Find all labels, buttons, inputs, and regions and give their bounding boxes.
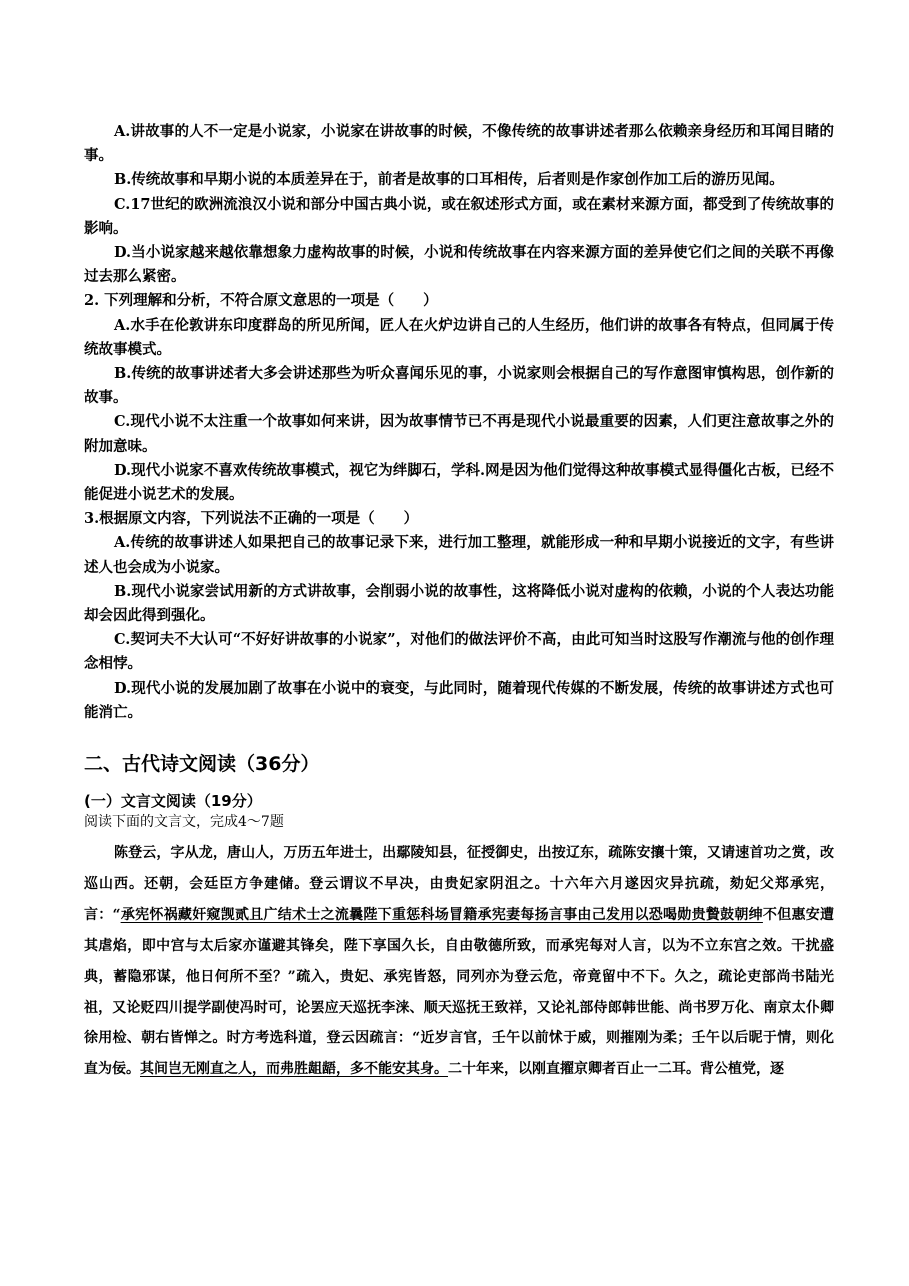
q2-option-c: C.现代小说不太注重一个故事如何来讲，因为故事情节已不再是现代小说最重要的因素，人们更注意故事之外的附加意味。 — [84, 413, 834, 455]
q3-option-a: A.传统的故事讲述人如果把自己的故事记录下来，进行加工整理，就能形成一种和早期小说接近的文字，有些讲述人也会成为小说家。 — [84, 534, 834, 576]
passage-part-2: 不但惠安遭其虐焰，即中宫与太后家亦谨避其锋矣，陛下享国久长，自由敬德所致，而承宪每对人言，以为不立东宫之效。干扰盛典，蓄隐邪谋，他日何所不至？”疏入，贵妃、承宪皆怒，同列亦为登云危，帝竟留中不下。久之，疏论吏部尚书陆光祖，又论贬四川提学副使冯时可，论罢应天巡抚李涞、顺天巡抚王致祥，又论礼部侍郎韩世能、尚书罗万化、南京太仆卿徐用检、朝右皆惮之。时方考选科道，登云因疏言：“近岁言官，壬午以前怵于威，则摧刚为柔；壬午以后昵于情，则化直为佞。 — [84, 906, 834, 1078]
q1-option-a: A.讲故事的人不一定是小说家，小说家在讲故事的时候，不像传统的故事讲述者那么依赖亲身经历和耳闻目睹的事。 — [84, 123, 834, 165]
q1-option-c: C.17世纪的欧洲流浪汉小说和部分中国古典小说，或在叙述形式方面，或在素材来源方面，都受到了传统故事的影响。 — [84, 195, 834, 237]
reading-questions-section — [84, 120, 834, 725]
q2-option-a: A.水手在伦敦讲东印度群岛的所见所闻，匠人在火炉边讲自己的人生经历，他们讲的故事各有特点，但同属于传统故事模式。 — [84, 316, 834, 358]
q3-stem: 3.根据原文内容，下列说法不正确的一项是（ ） — [84, 510, 419, 528]
q3-option-b: B.现代小说家尝试用新的方式讲故事，会削弱小说的故事性，这将降低小说对虚构的依赖，小说的个人表达功能却会因此得到强化。 — [84, 582, 834, 625]
q3-option-c: C.契诃夫不大认可“不好好讲故事的小说家”，对他们的做法评价不高，由此可知当时这股写作潮流与他的创作理念相悖。 — [84, 631, 834, 673]
subsection-title: (一）文言文阅读（19分） — [84, 792, 262, 810]
underlined-sentence-1: 承宪怀祸藏奸窥觊贰且广结术士之流曩陛下重惩科场冒籍承宪妻每扬言事由己发用以恐喝勋贵贄鼓朝绅 — [120, 906, 763, 923]
q2-option-d: D.现代小说家不喜欢传统故事模式，视它为绊脚石，学科.网是因为他们觉得这种故事模式显得僵化古板，已经不能促进小说艺术的发展。 — [84, 461, 834, 504]
q2-stem: 2. 下列理解和分析，不符合原文意思的一项是（ ） — [84, 292, 438, 310]
passage-part-3: 二十年来，以刚直擢京卿者百止一二耳。背公植党，逐 — [448, 1061, 784, 1078]
underlined-sentence-2: 其间岂无刚直之人，而弗胜龃龉，多不能安其身。 — [140, 1061, 448, 1078]
q1-option-d: D.当小说家越来越依靠想象力虚构故事的时候，小说和传统故事在内容来源方面的差异使它们之间的关联不再像过去那么紧密。 — [84, 244, 834, 286]
q3-option-d: D.现代小说的发展加剧了故事在小说中的衰变，与此同时，随着现代传媒的不断发展，传统的故事讲述方式也可能消亡。 — [84, 679, 834, 721]
reading-instruction: 阅读下面的文言文，完成4～7题 — [84, 814, 284, 830]
q1-option-b: B.传统故事和早期小说的本质差异在于，前者是故事的口耳相传，后者则是作家创作加工后的游历见闻。 — [114, 171, 784, 189]
passage-part-1: 陈登云，字从龙，唐山人，万历五年进士，出鄢陵知县，征授御史，出按辽东，疏陈安攘十策，又请速首功之赏，改巡山西。还朝，会廷臣方争建储。登云谓议不早决，由贵妃家阴沮之。十六年六月遂因灾异抗疏，劾妃父郑承宪，言：“ — [84, 845, 834, 923]
section-title: 二、古代诗文阅读（36分） — [84, 753, 320, 775]
classical-passage — [84, 838, 834, 1085]
q2-option-b: B.传统的故事讲述者大多会讲述那些为听众喜闻乐见的事，小说家则会根据自己的写作意图审慎构思，创作新的故事。 — [84, 365, 834, 407]
